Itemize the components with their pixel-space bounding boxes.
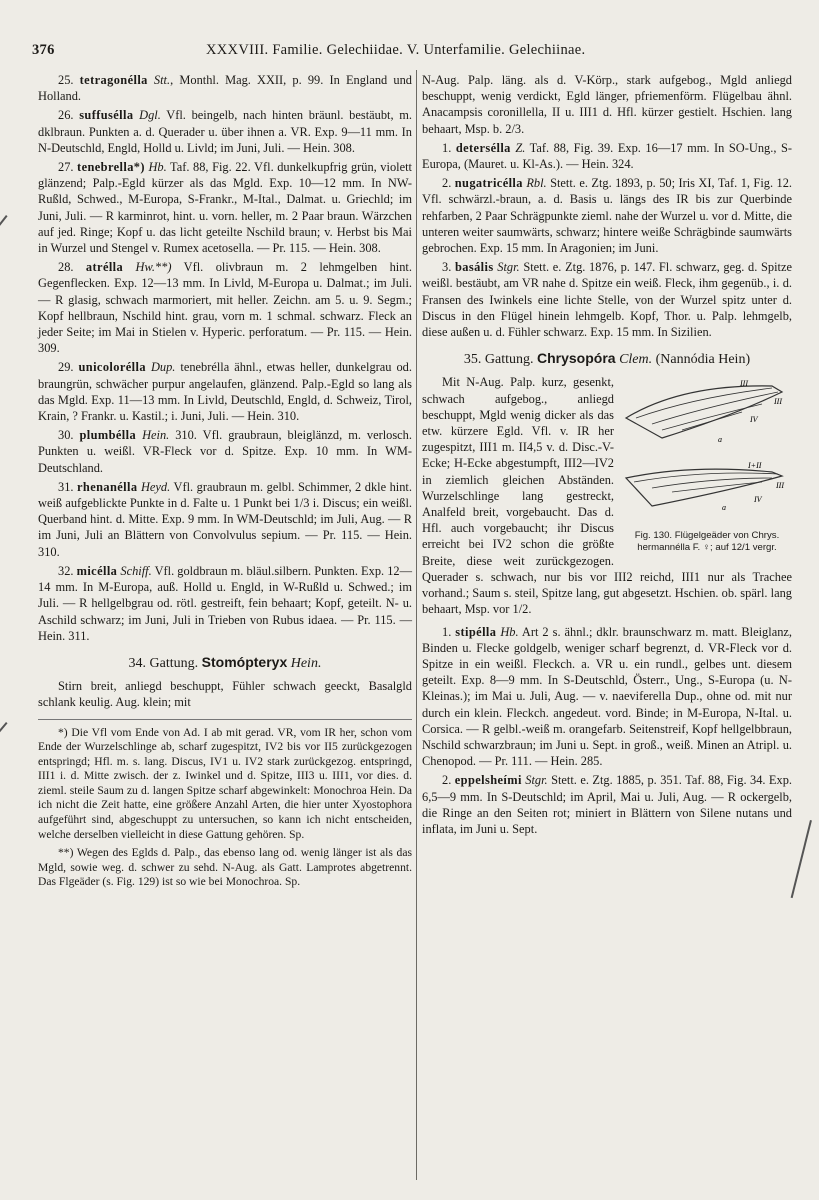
species-description: Taf. 88, Fig. 22. Vfl. dunkelkupfrig grün, violett glänzend; Palp.-Egld kürzer als das Mgld. Exp. 10—12 mm. In NW-Rußld, Schwed., M-Europa, S-Frankr., M-Ital., Dalmat. u. Griechld; im Juni, Juli. — R karminrot, hint. u. vorn. heller, m. 2 Paar braun. Wärzchen auf jed. Ringe; Kopf u. das licht geteilte Nschild braun; v. Herbst bis Mai in Wurzel und Stengel v. Rumex acetosella. — Pr. 115. — Hein. 308. (38, 160, 412, 256)
species-name: unicolorélla (78, 360, 146, 375)
genus-number: 34. Gattung. (128, 655, 199, 671)
species-entry (422, 772, 792, 837)
species-name: basális (454, 260, 494, 275)
species-number: 2. (442, 773, 452, 788)
species-author: Hw.**) (135, 260, 172, 275)
species-description: tenebrélla ähnl., etwas heller, dunkelgrau od. braungrün, schwächer purpur angelaufen, glänzend. Palp.-Egld so lang als das Mgld. Exp. 11—13 mm. In Livld, Deutschld, Engld, d. Schweiz, Tirol, Krain, ? Frankr. u. Kastil.; i. Juni, Juli. — Hein. 310. (38, 360, 412, 424)
wing-venation-diagram (622, 378, 792, 530)
footnote-2: **) Wegen des Eglds d. Palp., das ebenso lang od. wenig länger ist als das Mgld, sowie weg. d. schwer zu sehd. N-Aug. als Gatt. Lamprotes abgetrennt. Das Flgeäder (s. Fig. 129) ist so wie bei Monochroa. Sp. (38, 846, 412, 889)
genus-author: Hein. (290, 655, 322, 671)
figure-label: a (718, 435, 722, 445)
species-description: Vfl. goldbraun m. bläul.silbern. Punkten. Exp. 12—14 mm. In M-Europa, auß. Holld u. Engld, in W-Rußld u. Schwed.; im Juli. — R hellgelbgrau od. rötl. gestreift, fein behaart; Kopf, geteilt. N- u. Aschild schwarz; im Juni, Juli in Trieben von Rubus idaea. — Pr. 115. — Hein. 311. (38, 563, 412, 643)
genus-name: Chrysopóra (537, 350, 616, 367)
species-entry (38, 72, 412, 104)
species-entry (38, 107, 412, 156)
species-number: 30. (58, 428, 74, 443)
species-name: micélla (76, 563, 118, 578)
species-author: Hb. (148, 160, 167, 175)
figure-label: III (774, 397, 782, 407)
species-number: 3. (442, 260, 452, 275)
figure-label: III (776, 481, 784, 491)
species-entry (422, 140, 792, 172)
wing-venation-figure (622, 378, 792, 554)
species-author: Schiff. (120, 563, 152, 578)
species-author: Hb. (500, 624, 519, 639)
species-number: 27. (58, 160, 74, 175)
species-description: Stett. e. Ztg. 1885, p. 351. Taf. 88, Fig. 34. Exp. 6,5—9 mm. In S-Deutschld; im April, Mai u. Juli, Aug. — R ockergelb, die Ringe an den Seiten rot; miniert in Blättern von Silene nutans und inflata, im Juni u. Sept. (422, 773, 792, 836)
species-description: Vfl. beingelb, nach hinten bräunl. bestäubt, m. dklbraun. Punkten a. d. Querader u. über ihnen a. VR. Exp. 9—11 mm. In N-Deutschld, Engld, Holld u. Livld; im Juni, Juli. — Hein. 308. (38, 108, 412, 155)
species-description: Vfl. graubraun m. gelbl. Schimmer, 2 dkle hint. weiß aufgeblickte Punkte in d. Falte u. 1 Punkt bei 1/3 i. Discus; ein weißl. Querband hint. d. Mitte. Exp. 9 mm. In WM-Deutschld; im Juli, Aug. — R im Juni, Juli an Blättern von Convolvulus sepium. — Pr. 115. — Hein. 310. (38, 479, 412, 559)
species-number: 1. (442, 140, 452, 155)
species-name: tetragonélla (79, 73, 148, 87)
running-title: XXXVIII. Familie. Gelechiidae. V. Unterfamilie. Gelechiinae. (206, 42, 586, 58)
figure-label: I+II (748, 461, 762, 471)
species-author: Hein. (142, 428, 170, 443)
footnote-1: *) Die Vfl vom Ende von Ad. I ab mit gerad. VR, vom IR her, schon vom Ende der Wurzelschlinge ab, scharf zugespitzt, IV2 bis vor II5 zurückgezogen entspringd; Hfl. m. s. lang. Discus, IV1 u. IV2 stark zurückgezog. entspringd, III1 i. d. Mitte zwisch. der z. Iwinkel und d. Spitze, III3 u. III1, vor dies. d. zieml. steile Saum zu d. langen Spitze scharf abgewinkelt: Monochroa Hein. Da ich nicht die Zeit hatte, eine größere Anzahl Arten, die hier unter Xyostophora aufgeführt sind, abgeschuppt zu untersuchen, so kann ich nicht entscheiden, welche derselben vielleicht in diese Gattung gehören. Sp. (38, 725, 412, 841)
species-number: 1. (442, 624, 452, 639)
species-description: Taf. 88, Fig. 39. Exp. 16—17 mm. In SO-Ung., S-Europa, (Mauret. u. Kl-As.). — Hein. 324. (422, 140, 792, 172)
right-column (422, 72, 792, 840)
species-entry (38, 359, 412, 424)
right-species-list (422, 140, 792, 340)
right-intro-text: N-Aug. Palp. läng. als d. V-Körp., stark aufgebog., Mgld anliegd beschuppt, wenig verdickt, Egld länger, pfriemenförm. Flügelbau ähnl. Anacampsis coronillella, II u. III1 d. Hfl. kürzer gestielt. Hschien. lang behaart, Msp. b. 2/3. (422, 73, 792, 136)
species-name: nugatricélla (454, 176, 523, 191)
species-description: 310. Vfl. graubraun, bleiglänzd, m. verlosch. Punkten u. weißl. VR-Fleck vor d. Spitze. Exp. 10 mm. In WM-Deutschland. (38, 428, 412, 475)
page-number: 376 (32, 42, 55, 58)
forewing-outline (626, 386, 782, 438)
genus-name: Stomópteryx (201, 653, 288, 670)
figure-caption: Fig. 130. Flügelgeäder von Chrys. hermannélla F. ♀; auf 12/1 vergr. (634, 530, 780, 554)
species-number: 25. (58, 73, 74, 87)
species-number: 32. (58, 563, 74, 578)
species-name: rhenanélla (77, 479, 138, 494)
left-column (38, 72, 412, 894)
species-entry (38, 159, 412, 256)
species-author: Rbl. (526, 176, 547, 191)
forewing-vein (682, 412, 742, 430)
species-number: 2. (442, 176, 452, 191)
species-name: suffusélla (79, 108, 134, 123)
genus-34-description: Stirn breit, anliegd beschuppt, Fühler schwach geeckt, Basalgld schlank keulig. Aug. klein; mit (38, 679, 412, 710)
species-name: tenebrella*) (77, 160, 145, 175)
species-description: Stett. e. Ztg. 1876, p. 147. Fl. schwarz, geg. d. Spitze weißl. bestäubt, am VR nahe d. Spitze ein weiß. Fleck, ihm gegenüb., i. d. Fransen des Iwinkels eine lichte Stelle, von der Wurzel spitz unter d. Discus in den Flügel hinein lehmgelb. Kopf, Thor. u. Palp. lehmgelb, diese außen u. d. Fühler schwarz. Exp. 15 mm. In Sizilien. (422, 260, 792, 340)
species-name: detersélla (455, 140, 511, 155)
species-author: Z. (515, 140, 526, 155)
species-number: 31. (58, 479, 74, 494)
species-number: 26. (58, 108, 74, 123)
right-species-list-2 (422, 624, 792, 838)
species-name: eppelsheími (454, 773, 522, 788)
genus-35-description: Mit N-Aug. Palp. kurz, gesenkt, schwach aufgebog., anliegd beschuppt, Mgld wenig dicker als das etw. kürzere Egld. Vfl. v. IR her zugespitzt, III1 m. II4,5 v. d. Disc.-V-Ecke; H-Ecke abgestumpft, III2—IV2 in ziemlich gleichen Abständen. Wurzelschlinge lang gestreckt, Analfeld breit, vorgebaucht. Das d. Hfl. auch vorgebaucht; ihr Discus erreicht bei IV2 schon die größte Breite, diese weit zurückgezogen. Querader s. schwach, nur bis vor III2 reichd, III1 nur als Trachee vorhand.; Saum s. steil, Spitze lang, gut abgesetzt. Hschien. ob. spärl. lang behaart, Msp. vor 1/2. (422, 375, 792, 617)
species-entry (422, 624, 792, 770)
species-entry (422, 259, 792, 340)
forewing-vein (662, 404, 762, 430)
species-name: atrélla (85, 260, 124, 275)
species-description: , Monthl. Mag. XXII, p. 99. In England und Holland. (38, 73, 412, 104)
footnote-rule (38, 719, 412, 720)
genus-author: Clem. (619, 352, 653, 368)
genus-synonym: (Nannódia Hein) (655, 352, 751, 368)
species-entry (38, 479, 412, 560)
species-entry (38, 563, 412, 644)
species-entry (38, 259, 412, 356)
species-name: plumbélla (79, 428, 137, 443)
species-author: Stgr. (497, 260, 520, 275)
species-name: stipélla (455, 624, 497, 639)
genus-34-heading (38, 654, 412, 672)
species-description: Art 2 s. ähnl.; dklr. braunschwarz m. matt. Bleiglanz, Binden u. Flecke goldgelb, weniger scharf begrenzt, d. VR-Fleck vor d. Spitze in ein weißl. Fleckch. a. VR u. ein rundl., gelbes unt. diesem geteilt. Exp. 8—9 mm. In S-Deutschld, Österr., Ung., S-Europa (u. N-Kleinas.); im Mai u. Juli, Aug. — v. naeviferella Dup., ohne od. mit nur durch ein klein. Fleckch. angedeut. vord. Binde; in M-Europa, N-Ital. u. Corsica. — R gelbl.-weiß m. orangefarb. Seitenstreif, Kopf hellgelbbraun, Nschild schwarzbraun; im Juni u. Sept. in groß., weiß. Minen an Atripl. u. Chenopod. — Pr. 111. — Hein. 285. (422, 624, 792, 769)
species-author: Heyd. (140, 479, 171, 494)
species-entry (422, 175, 792, 256)
pencil-mark (0, 215, 8, 271)
species-author: Stt. (153, 73, 171, 87)
figure-label: IV (750, 415, 758, 425)
left-species-list (38, 72, 412, 644)
species-entry (38, 427, 412, 476)
page-header (30, 38, 789, 64)
species-author: Dup. (150, 360, 176, 375)
species-number: 28. (58, 260, 74, 275)
figure-label: a (722, 503, 726, 513)
pencil-mark (791, 820, 812, 898)
figure-label: III (740, 379, 748, 389)
genus-number: 35. Gattung. (463, 352, 534, 368)
column-divider (416, 70, 417, 1180)
species-description: Vfl. olivbraun m. 2 lehmgelben hint. Gegenflecken. Exp. 12—13 mm. In Livld, M-Europa u. Dalmat.; im Juli. — R glasig, schwach marmoriert, mit heller. Zeichn. am 5. u. 9. Segm.; Kopf hellbraun, Nschild hint. grau, vorn m. 1 schmal. schwarz. Fleck an jeder Seite; im Mai in Stielen v. Hyperic. perforatum. — Pr. 115. — Hein. 309. (38, 260, 412, 356)
figure-label: IV (754, 495, 762, 505)
pencil-mark (0, 722, 8, 777)
species-author: Stgr. (525, 773, 548, 788)
species-number: 29. (58, 360, 74, 375)
species-description: Stett. e. Ztg. 1893, p. 50; Iris XI, Taf. 1, Fig. 12. Vfl. schwärzl.-braun, a. d. Basis u. längs des IR bis zur Querbinde rehfarben, 2 Paar Schrägpunkte zieml. nahe der Wurzel u. vor d. Mitte, die unteren weiter saumwärts, schwarz; hintere weiße Schrägbinde saumwärts gebrochen. Exp. 15 mm. In Aragonien; im Juni. (422, 176, 792, 256)
genus-35-heading (422, 350, 792, 368)
species-author: Dgl. (139, 108, 161, 123)
